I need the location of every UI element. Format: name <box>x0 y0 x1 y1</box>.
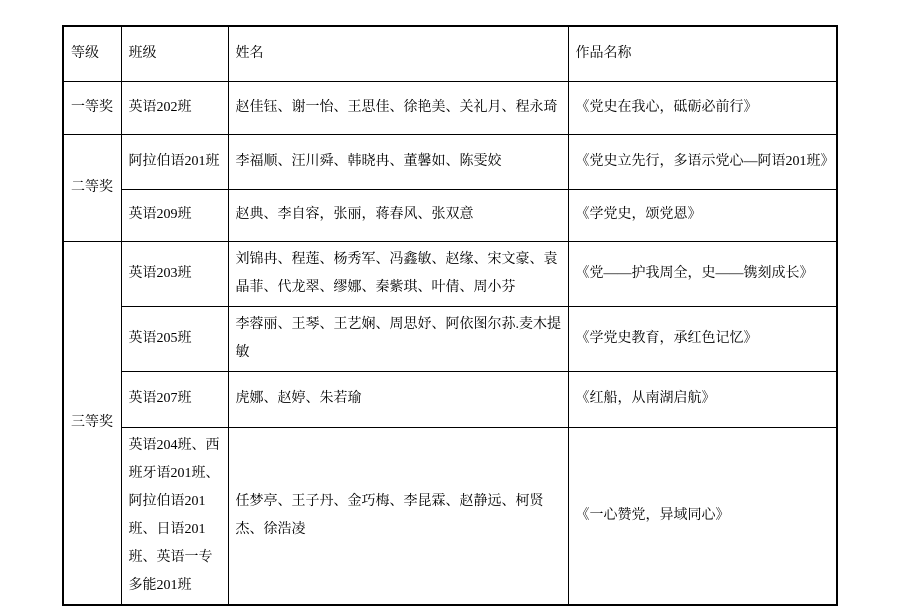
header-names: 姓名 <box>228 26 568 81</box>
class-cell: 阿拉伯语201班 <box>121 134 228 189</box>
names-cell: 虎娜、赵婷、朱若瑜 <box>228 371 568 427</box>
work-cell: 《一心赞党，异域同心》 <box>568 427 837 605</box>
table-row <box>63 241 837 306</box>
work-cell: 《党——护我周全，史——镌刻成长》 <box>568 241 837 306</box>
grade-cell-first-prize: 一等奖 <box>63 81 121 134</box>
header-grade: 等级 <box>63 26 121 81</box>
header-work: 作品名称 <box>568 26 837 81</box>
names-cell: 李蓉丽、王琴、王艺娴、周思妤、阿依图尔荪.麦木提敏 <box>228 306 568 371</box>
names-cell: 任梦亭、王子丹、金巧梅、李昆霖、赵静远、柯贤杰、徐浩凌 <box>228 427 568 605</box>
class-cell: 英语202班 <box>121 81 228 134</box>
work-cell: 《学党史，颂党恩》 <box>568 189 837 241</box>
names-cell: 李福顺、汪川舜、韩晓冉、董馨如、陈雯姣 <box>228 134 568 189</box>
class-cell: 英语207班 <box>121 371 228 427</box>
table-row <box>63 427 837 605</box>
names-cell: 赵佳钰、谢一怡、王思佳、徐艳美、关礼月、程永琦 <box>228 81 568 134</box>
grade-cell-third-prize: 三等奖 <box>63 241 121 605</box>
class-cell: 英语209班 <box>121 189 228 241</box>
class-cell: 英语203班 <box>121 241 228 306</box>
table-row <box>63 81 837 134</box>
table-row <box>63 306 837 371</box>
table-row <box>63 189 837 241</box>
names-cell: 赵典、李自容，张丽，蒋春风、张双意 <box>228 189 568 241</box>
work-cell: 《学党史教育，承红色记忆》 <box>568 306 837 371</box>
header-class: 班级 <box>121 26 228 81</box>
class-cell: 英语205班 <box>121 306 228 371</box>
work-cell: 《党史立先行，多语示党心—阿语201班》 <box>568 134 837 189</box>
grade-cell-second-prize: 二等奖 <box>63 134 121 241</box>
names-cell: 刘锦冉、程莲、杨秀军、冯鑫敏、赵缘、宋文豪、袁晶菲、代龙翠、缪娜、秦紫琪、叶倩、周小芬 <box>228 241 568 306</box>
class-cell: 英语204班、西班牙语201班、阿拉伯语201班、日语201班、英语一专多能201班 <box>121 427 228 605</box>
table-row <box>63 134 837 189</box>
work-cell: 《红船，从南湖启航》 <box>568 371 837 427</box>
table-header-row <box>63 26 837 81</box>
table-row <box>63 371 837 427</box>
work-cell: 《党史在我心，砥砺必前行》 <box>568 81 837 134</box>
awards-table <box>62 25 838 606</box>
